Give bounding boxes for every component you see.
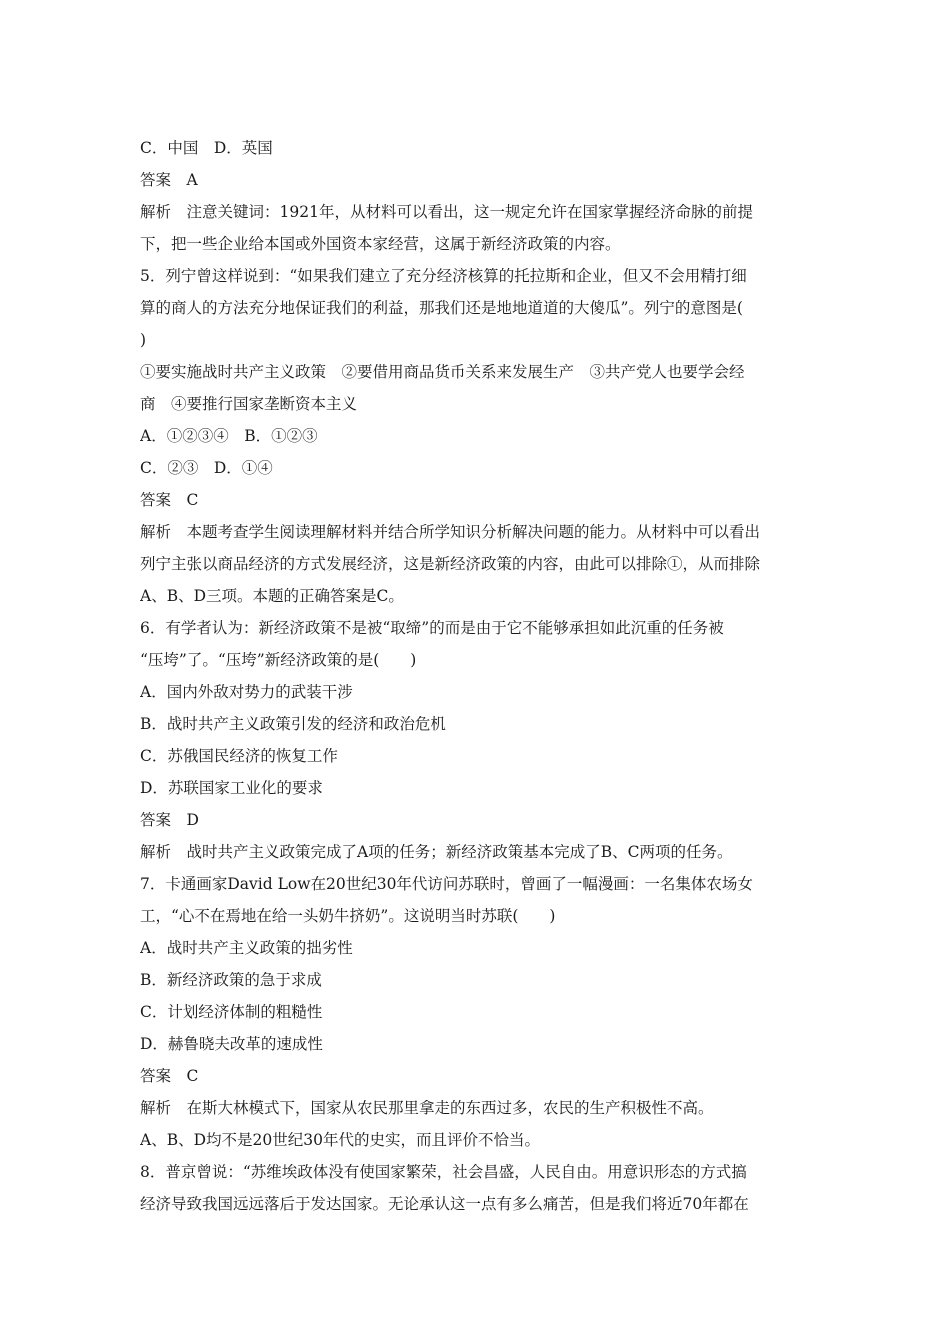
option-line: C．计划经济体制的粗糙性 <box>140 1003 323 1021</box>
analysis-line: 解析 在斯大林模式下，国家从农民那里拿走的东西过多，农民的生产积极性不高。 <box>140 1099 714 1117</box>
text-line: “压垮”了。“压垮”新经济政策的是( ) <box>140 651 417 669</box>
text-line: ①要实施战时共产主义政策 ②要借用商品货币关系来发展生产 ③共产党人也要学会经 <box>140 363 745 381</box>
text-line: A、B、D均不是20世纪30年代的史实，而且评价不恰当。 <box>140 1131 540 1149</box>
answer-line: 答案 D <box>140 811 199 829</box>
text-line: 经济导致我国远远落后于发达国家。无论承认这一点有多么痛苦，但是我们将近70年都在 <box>140 1195 749 1213</box>
text-line: A、B、D三项。本题的正确答案是C。 <box>140 587 404 605</box>
text-line: 下，把一些企业给本国或外国资本家经营，这属于新经济政策的内容。 <box>140 235 621 253</box>
option-line: A．战时共产主义政策的拙劣性 <box>140 939 353 957</box>
text-line: 商 ④要推行国家垄断资本主义 <box>140 395 358 413</box>
question-line: 8．普京曾说：“苏维埃政体没有使国家繁荣，社会昌盛，人民自由。用意识形态的方式搞 <box>140 1163 747 1181</box>
question-line: 7．卡通画家David Low在20世纪30年代访问苏联时，曾画了一幅漫画：一名集体农场女 <box>140 875 753 893</box>
answer-line: 答案 A <box>140 171 198 189</box>
option-line: C．苏俄国民经济的恢复工作 <box>140 747 338 765</box>
option-line: B．战时共产主义政策引发的经济和政治危机 <box>140 715 446 733</box>
text-line: 列宁主张以商品经济的方式发展经济，这是新经济政策的内容，由此可以排除①，从而排除 <box>140 555 761 573</box>
document-body <box>140 132 816 1220</box>
text-line: ) <box>140 331 147 349</box>
option-line: A．国内外敌对势力的武装干涉 <box>140 683 353 701</box>
question-line: 6．有学者认为：新经济政策不是被“取缔”的而是由于它不能够承担如此沉重的任务被 <box>140 619 724 637</box>
option-line: D．苏联国家工业化的要求 <box>140 779 323 797</box>
option-line: A．①②③④ B．①②③ <box>140 427 318 445</box>
question-line: 5．列宁曾这样说到：“如果我们建立了充分经济核算的托拉斯和企业，但又不会用精打细 <box>140 267 747 285</box>
analysis-line: 解析 注意关键词：1921年，从材料可以看出，这一规定允许在国家掌握经济命脉的前提 <box>140 203 753 221</box>
analysis-line: 解析 本题考查学生阅读理解材料并结合所学知识分析解决问题的能力。从材料中可以看出 <box>140 523 761 541</box>
option-line: D．赫鲁晓夫改革的速成性 <box>140 1035 323 1053</box>
text-line: 算的商人的方法充分地保证我们的利益，那我们还是地地道道的大傻瓜”。列宁的意图是( <box>140 299 743 317</box>
option-line: C．②③ D．①④ <box>140 459 273 477</box>
option-line: B．新经济政策的急于求成 <box>140 971 322 989</box>
analysis-line: 解析 战时共产主义政策完成了A项的任务；新经济政策基本完成了B、C两项的任务。 <box>140 843 733 861</box>
answer-line: 答案 C <box>140 491 199 509</box>
text-line: 工，“心不在焉地在给一头奶牛挤奶”。这说明当时苏联( ) <box>140 907 556 925</box>
answer-line: 答案 C <box>140 1067 199 1085</box>
text-line: C．中国 D．英国 <box>140 139 273 157</box>
